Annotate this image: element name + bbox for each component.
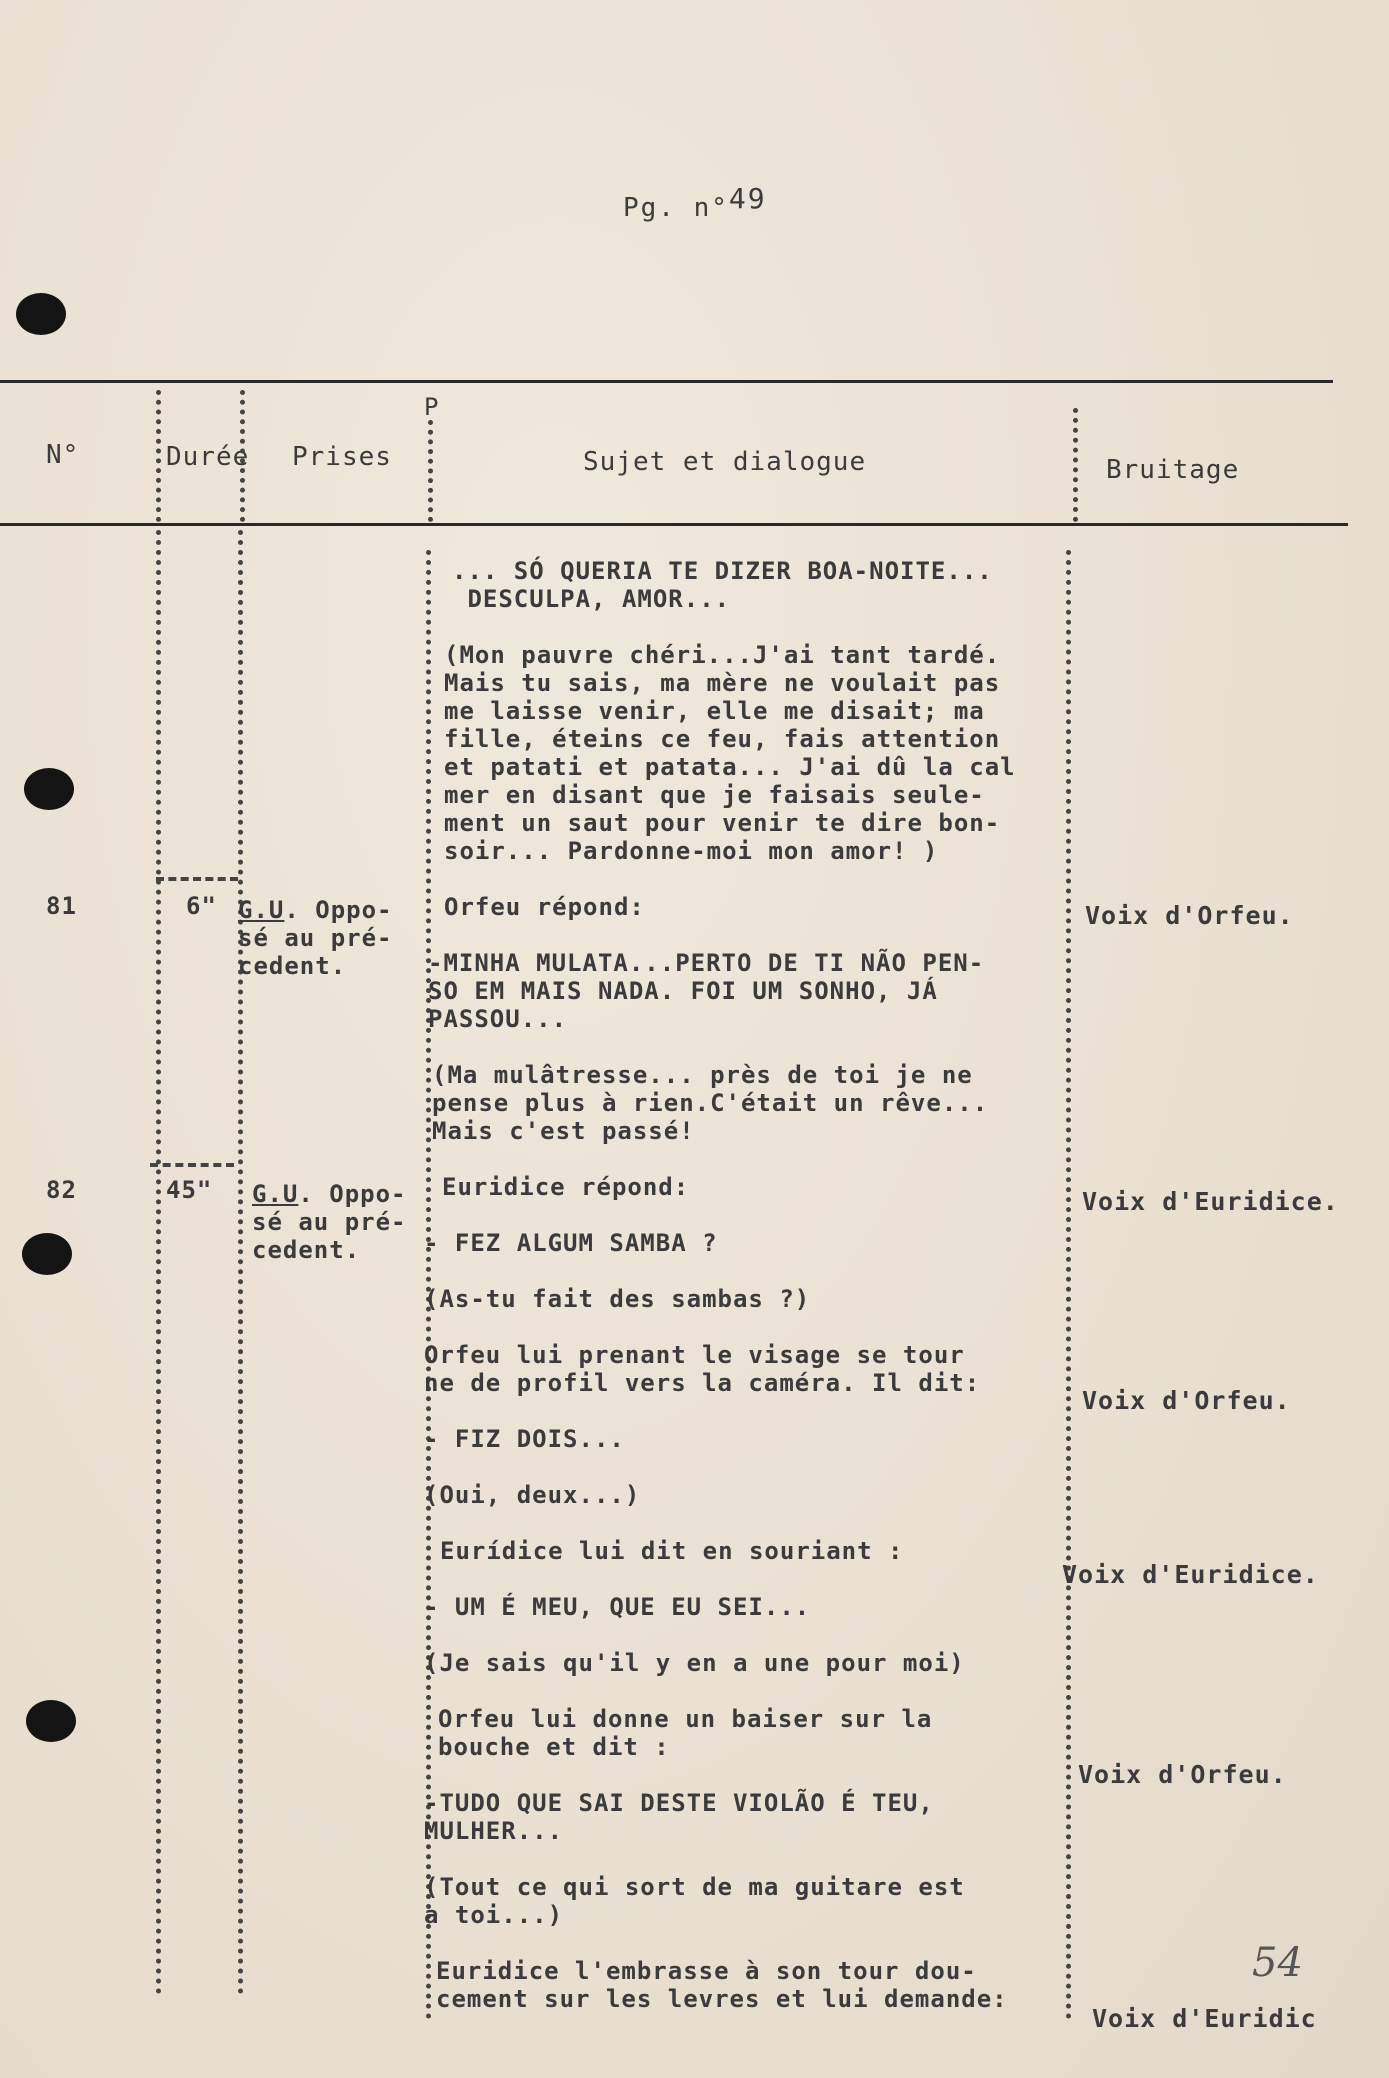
column-separator: [1073, 408, 1078, 522]
translation-line: (Tout ce qui sort de ma guitare est a toi...): [424, 1873, 965, 1929]
action-line: Orfeu lui prenant le visage se tour ne de profil vers la caméra. Il dit:: [424, 1341, 981, 1397]
action-line: Euridice l'embrasse à son tour dou- cement sur les levres et lui demande:: [436, 1957, 1008, 2013]
dialogue-line: - FEZ ALGUM SAMBA ?: [424, 1229, 718, 1257]
header-sujet: Sujet et dialogue: [583, 447, 867, 477]
shot-separator: [150, 1163, 234, 1167]
shot-number: 82: [46, 1176, 77, 1204]
dialogue-line: - UM É MEU, QUE EU SEI...: [424, 1593, 811, 1621]
dialogue-line: ... SÓ QUERIA TE DIZER BOA-NOITE... DESCULPA, AMOR...: [452, 557, 993, 613]
punch-hole: [22, 1233, 72, 1275]
shot-prises: [238, 896, 393, 980]
action-line: Orfeu répond:: [444, 893, 645, 921]
column-separator: [238, 530, 243, 1995]
bruitage-entry: Voix d'Orfeu.: [1078, 1760, 1287, 1789]
bruitage-entry: Voix d'Euridice.: [1062, 1560, 1319, 1589]
column-separator: [156, 390, 161, 522]
prises-abbr: G.U: [252, 1180, 299, 1208]
prises-text: . Oppo- sé au pré- cedent.: [238, 896, 393, 980]
header-p-mark: P: [424, 393, 439, 421]
translation-line: (Ma mulâtresse... près de toi je ne pense plus à rien.C'était un rêve... Mais c'est passé!: [432, 1061, 989, 1145]
header-top-rule: [0, 380, 1333, 383]
prises-abbr: G.U: [238, 896, 285, 924]
bruitage-entry: Voix d'Orfeu.: [1082, 1386, 1291, 1415]
translation-line: (As-tu fait des sambas ?): [424, 1285, 811, 1313]
dialogue-line: -TUDO QUE SAI DESTE VIOLÃO É TEU, MULHER...: [424, 1789, 934, 1845]
page-number-value: 49: [728, 182, 767, 215]
shot-duration: 45": [166, 1176, 213, 1204]
bruitage-entry: Voix d'Euridice.: [1082, 1187, 1339, 1216]
page-number: [623, 182, 767, 223]
dialogue-line: - FIZ DOIS...: [424, 1425, 625, 1453]
header-bottom-rule: [0, 523, 1348, 526]
shot-prises: [252, 1180, 407, 1264]
action-line: Euridice répond:: [442, 1173, 690, 1201]
bruitage-entry: Voix d'Euridic: [1092, 2004, 1317, 2033]
translation-line: (Je sais qu'il y en a une pour moi): [424, 1649, 965, 1677]
column-separator: [1066, 550, 1071, 2020]
punch-hole: [16, 293, 66, 335]
shot-duration: 6": [186, 892, 217, 920]
dialogue-line: -MINHA MULATA...PERTO DE TI NÃO PEN- SO EM MAIS NADA. FOI UM SONHO, JÁ PASSOU...: [428, 949, 985, 1033]
translation-line: (Mon pauvre chéri...J'ai tant tardé. Mais tu sais, ma mère ne voulait pas me laisse venir, elle me disait; ma fille, éteins ce feu, fais attention et patati et patata... J'ai dû la cal mer en disant que je faisais seule- ment un saut pour venir te dire bon- soir... Pardonne-moi mon amor! ): [444, 641, 1016, 865]
shot-number: 81: [46, 892, 77, 920]
column-separator: [156, 530, 161, 1995]
action-line: Eurídice lui dit en souriant :: [440, 1537, 904, 1565]
punch-hole: [24, 768, 74, 810]
column-separator: [428, 420, 433, 522]
shot-separator: [156, 877, 238, 881]
bruitage-entry: Voix d'Orfeu.: [1085, 901, 1294, 930]
header-bruitage: Bruitage: [1106, 455, 1240, 485]
action-line: Orfeu lui donne un baiser sur la bouche et dit :: [438, 1705, 933, 1761]
header-no: N°: [46, 440, 80, 470]
punch-hole: [26, 1700, 76, 1742]
header-prises: Prises: [292, 442, 392, 472]
header-duree: Durée: [166, 442, 250, 472]
page-number-prefix: Pg. n°: [623, 193, 729, 223]
dialogue-column: [424, 557, 1064, 2041]
translation-line: (Oui, deux...): [424, 1481, 641, 1509]
column-separator: [240, 390, 245, 522]
prises-text: . Oppo- sé au pré- cedent.: [252, 1180, 407, 1264]
handwritten-number: 54: [1252, 1940, 1303, 1986]
